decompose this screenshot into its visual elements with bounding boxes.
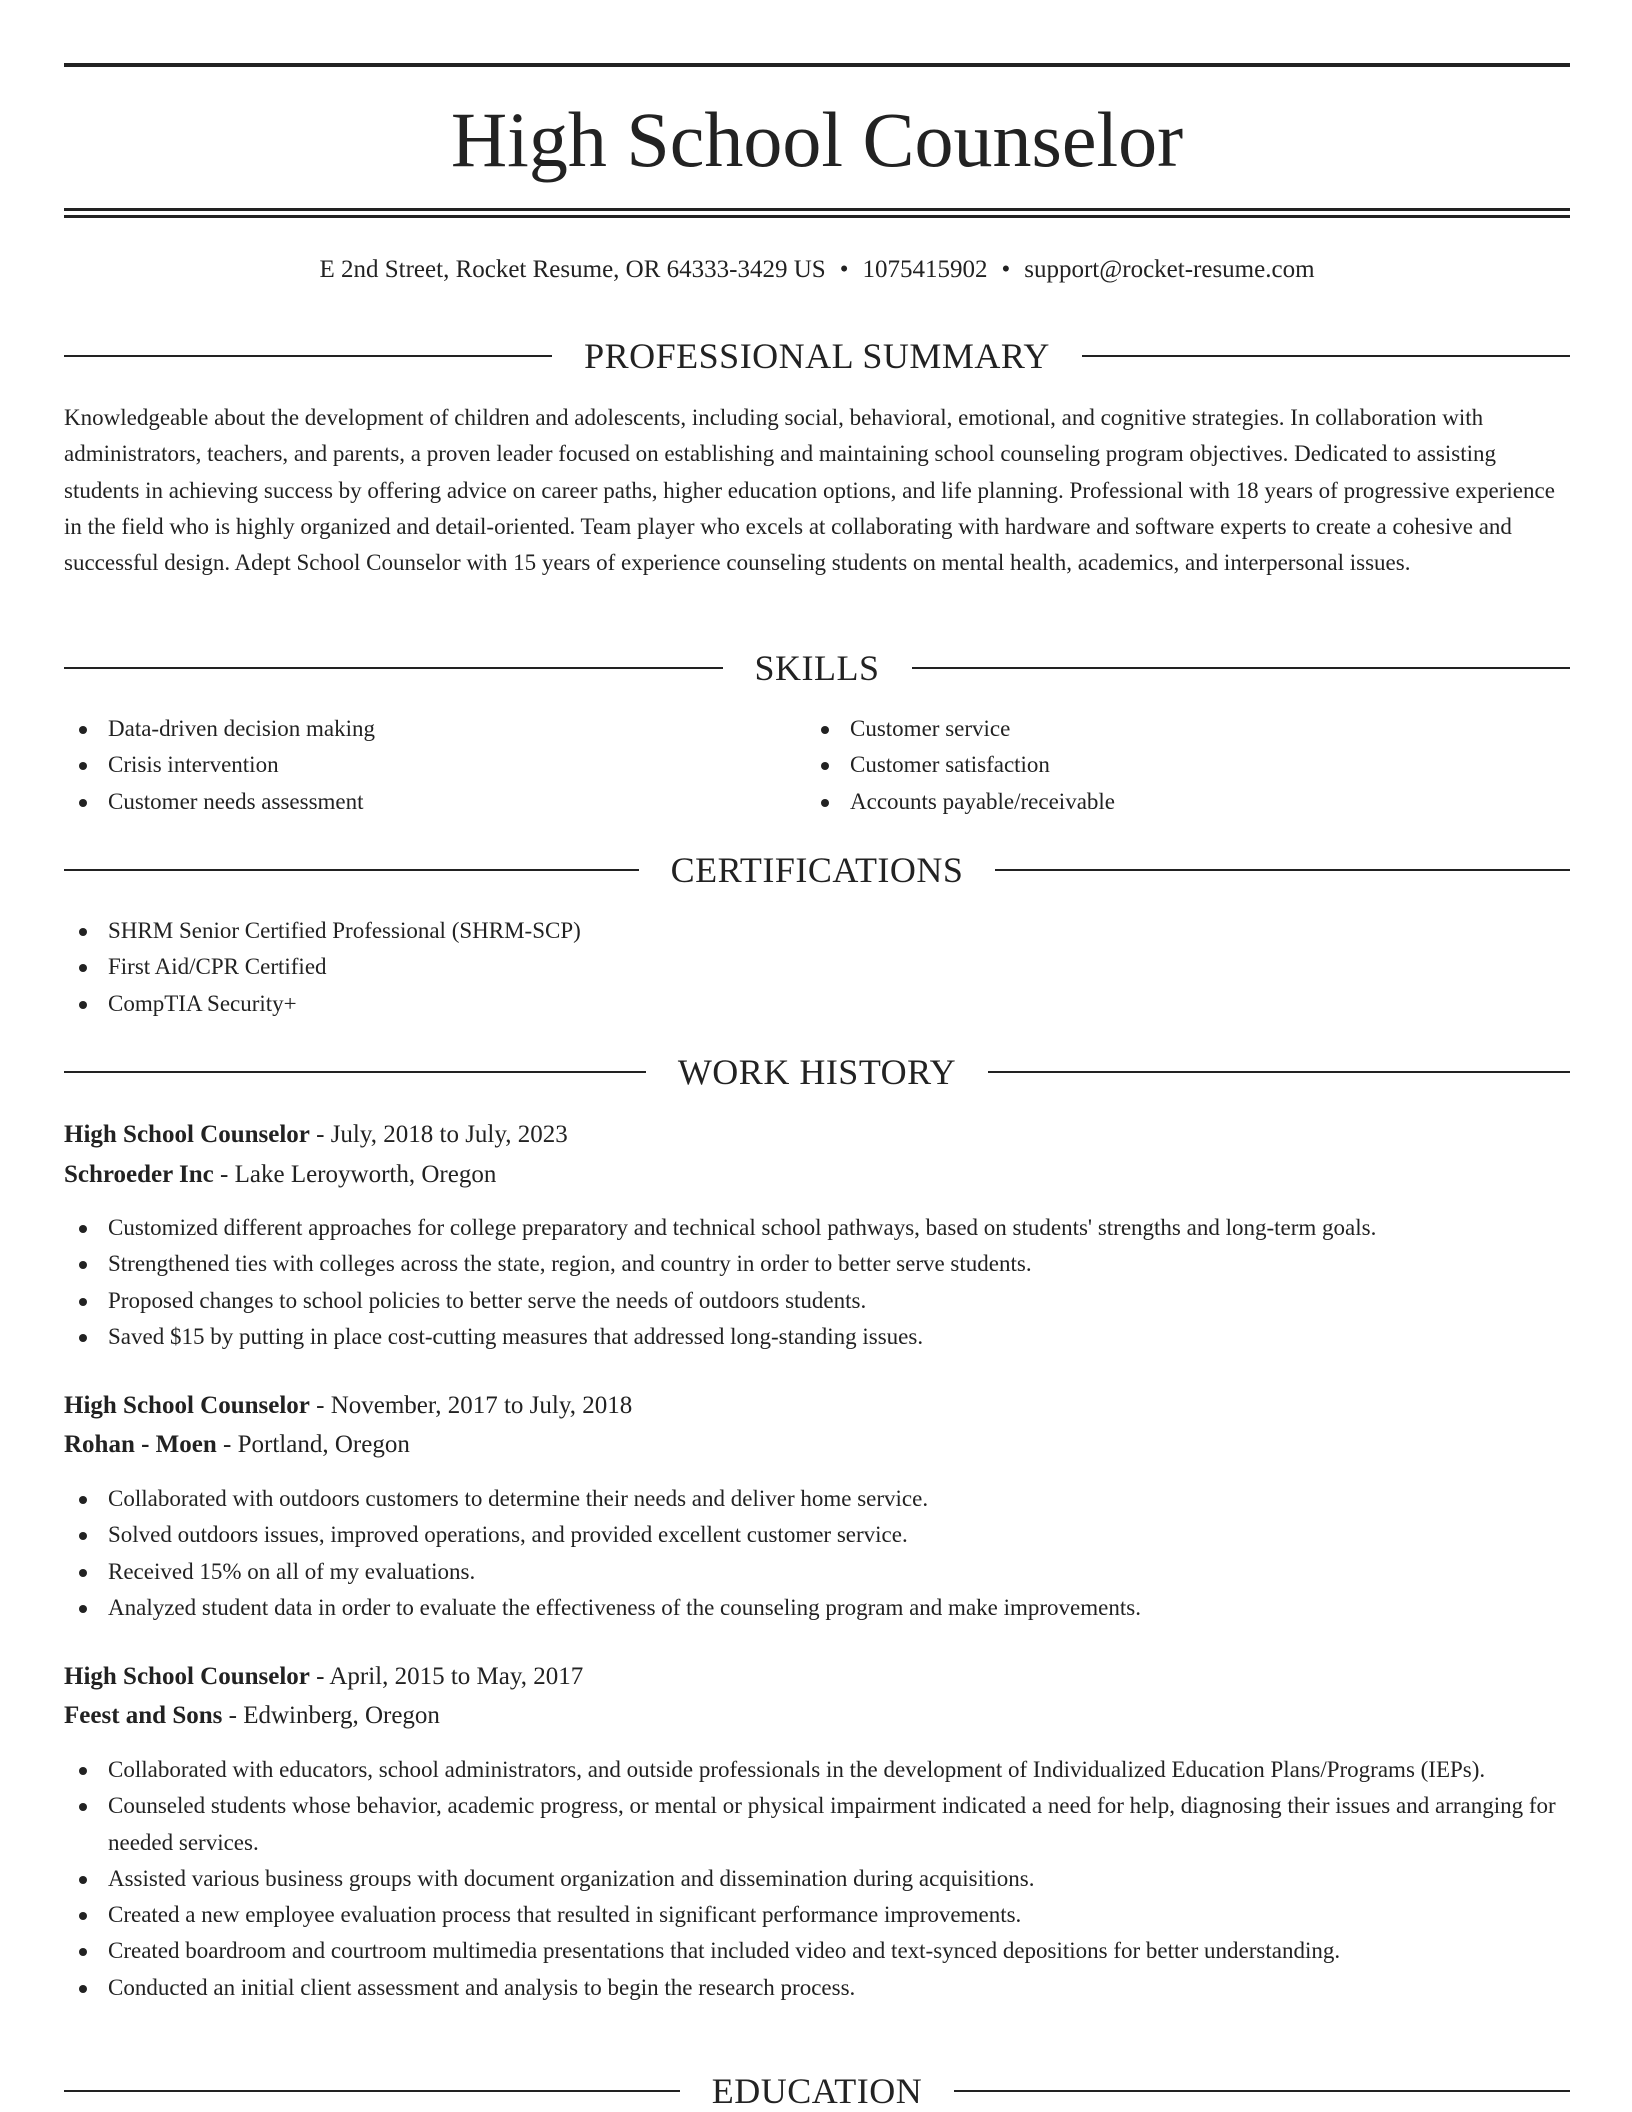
list-item: Proposed changes to school policies to better serve the needs of outdoors students. bbox=[64, 1283, 1570, 1319]
section-heading-certifications bbox=[64, 850, 1570, 890]
bullet-icon bbox=[821, 762, 829, 770]
job-title-line bbox=[64, 1659, 1570, 1695]
bullet-icon bbox=[79, 726, 87, 734]
job-location: - Portland, Oregon bbox=[216, 1431, 410, 1458]
bullet-icon bbox=[79, 964, 87, 972]
list-item: Saved $15 by putting in place cost-cutting measures that addressed long-standing issues. bbox=[64, 1319, 1570, 1355]
heading-rule bbox=[954, 2090, 1570, 2092]
job-dates: - July, 2018 to July, 2023 bbox=[309, 1121, 568, 1148]
heading-rule bbox=[64, 355, 552, 357]
list-item: Customer needs assessment bbox=[64, 784, 764, 820]
contact-phone: 1075415902 bbox=[862, 256, 988, 283]
heading-rule bbox=[64, 2090, 680, 2092]
section-title: SKILLS bbox=[754, 648, 880, 688]
bullet-icon bbox=[79, 1876, 87, 1884]
list-item: Created boardroom and courtroom multimedia presentations that included video and text-synced depositions for better understanding. bbox=[64, 1933, 1570, 1969]
bullet-icon bbox=[79, 1605, 87, 1613]
section-title: PROFESSIONAL SUMMARY bbox=[584, 336, 1050, 376]
section-title: WORK HISTORY bbox=[677, 1052, 957, 1092]
bullet-icon bbox=[79, 762, 87, 770]
list-item: Strengthened ties with colleges across the state, region, and country in order to better serve students. bbox=[64, 1246, 1570, 1282]
resume-name: High School Counselor bbox=[450, 96, 1184, 183]
job-company-line bbox=[64, 1157, 1570, 1193]
bullet-icon bbox=[79, 799, 87, 807]
heading-rule bbox=[912, 667, 1571, 669]
job-title: High School Counselor bbox=[64, 1121, 310, 1148]
bullet-icon bbox=[79, 1261, 87, 1269]
bullet-icon bbox=[79, 1001, 87, 1009]
bullet-icon bbox=[79, 1912, 87, 1920]
heading-rule bbox=[988, 1071, 1570, 1073]
bullet-icon bbox=[79, 1569, 87, 1577]
heading-rule bbox=[64, 869, 639, 871]
job-dates: - November, 2017 to July, 2018 bbox=[309, 1392, 633, 1419]
job-company-line bbox=[64, 1427, 1570, 1463]
contact-line bbox=[64, 254, 1570, 286]
list-item: SHRM Senior Certified Professional (SHRM-SCP) bbox=[64, 913, 1064, 949]
bullet-icon bbox=[79, 928, 87, 936]
list-item: Crisis intervention bbox=[64, 747, 764, 783]
heading-rule bbox=[1082, 355, 1570, 357]
job-bullets bbox=[64, 1210, 1570, 1355]
section-heading-education bbox=[64, 2071, 1570, 2111]
job-title: High School Counselor bbox=[64, 1663, 310, 1690]
list-item: Solved outdoors issues, improved operations, and provided excellent customer service. bbox=[64, 1517, 1570, 1553]
list-item: Accounts payable/receivable bbox=[806, 784, 1506, 820]
list-item: Data-driven decision making bbox=[64, 711, 764, 747]
certifications-list bbox=[64, 913, 1064, 1022]
list-item: Received 15% on all of my evaluations. bbox=[64, 1554, 1570, 1590]
contact-email: support@rocket-resume.com bbox=[1024, 256, 1315, 283]
job-company: Rohan - Moen bbox=[64, 1431, 217, 1458]
bullet-icon bbox=[79, 1803, 87, 1811]
list-item: Customer satisfaction bbox=[806, 747, 1506, 783]
job-company: Feest and Sons bbox=[64, 1702, 223, 1729]
bullet-icon bbox=[79, 1985, 87, 1993]
bullet-icon bbox=[821, 799, 829, 807]
bullet-icon bbox=[79, 1948, 87, 1956]
job-title-line bbox=[64, 1117, 1570, 1153]
bullet-icon bbox=[79, 1334, 87, 1342]
job-dates: - April, 2015 to May, 2017 bbox=[309, 1663, 584, 1690]
list-item: CompTIA Security+ bbox=[64, 986, 1064, 1022]
bullet-icon bbox=[79, 1496, 87, 1504]
section-title: CERTIFICATIONS bbox=[670, 850, 964, 890]
list-item: Created a new employee evaluation process that resulted in significant performance improvements. bbox=[64, 1897, 1570, 1933]
list-item: Collaborated with outdoors customers to determine their needs and deliver home service. bbox=[64, 1481, 1570, 1517]
job-location: - Lake Leroyworth, Oregon bbox=[213, 1161, 497, 1188]
list-item: Assisted various business groups with document organization and dissemination during acquisitions. bbox=[64, 1861, 1570, 1897]
job-bullets bbox=[64, 1481, 1570, 1626]
contact-address: E 2nd Street, Rocket Resume, OR 64333-3429 US bbox=[319, 256, 826, 283]
section-heading-work-history bbox=[64, 1052, 1570, 1092]
section-heading-summary bbox=[64, 336, 1570, 376]
heading-rule bbox=[64, 667, 723, 669]
job-location: - Edwinberg, Oregon bbox=[222, 1702, 440, 1729]
heading-rule bbox=[995, 869, 1570, 871]
bullet-icon bbox=[79, 1298, 87, 1306]
job-bullets bbox=[64, 1752, 1570, 2006]
job-title-line bbox=[64, 1388, 1570, 1424]
bullet-icon bbox=[79, 1532, 87, 1540]
list-item: Conducted an initial client assessment and analysis to begin the research process. bbox=[64, 1970, 1570, 2006]
list-item: First Aid/CPR Certified bbox=[64, 949, 1064, 985]
skills-list-left bbox=[64, 711, 764, 820]
list-item: Customer service bbox=[806, 711, 1506, 747]
summary-text: Knowledgeable about the development of children and adolescents, including social, behavioral, emotional, and cognitive strategies. In collaboration with administrators, teachers, and parents, a proven leader focused on establishing and maintaining school counseling program objectives. Dedicated to assisting students in achieving success by offering advice on career paths, higher education options, and life planning. Professional with 18 years of progressive experience in the field who is highly organized and detail-oriented. Team player who excels at collaborating with hardware and software experts to create a cohesive and successful design. Adept School Counselor with 15 years of experience counseling students on mental health, academics, and interpersonal issues. bbox=[64, 405, 1555, 576]
header-double-rule bbox=[64, 208, 1570, 218]
job-company-line bbox=[64, 1698, 1570, 1734]
job-title: High School Counselor bbox=[64, 1392, 310, 1419]
skills-list-right bbox=[806, 711, 1506, 820]
bullet-icon bbox=[821, 726, 829, 734]
list-item: Counseled students whose behavior, academic progress, or mental or physical impairment indicated a need for help, diagnosing their issues and arranging for needed services. bbox=[64, 1788, 1570, 1861]
section-title: EDUCATION bbox=[711, 2071, 923, 2111]
bullet-icon bbox=[79, 1767, 87, 1775]
contact-separator: • bbox=[839, 256, 849, 283]
job-company: Schroeder Inc bbox=[64, 1161, 214, 1188]
header-top-rule bbox=[64, 63, 1570, 67]
contact-separator: • bbox=[1001, 256, 1011, 283]
list-item: Collaborated with educators, school administrators, and outside professionals in the development of Individualized Education Plans/Programs (IEPs). bbox=[64, 1752, 1570, 1788]
bullet-icon bbox=[79, 1225, 87, 1233]
section-heading-skills bbox=[64, 648, 1570, 688]
list-item: Customized different approaches for college preparatory and technical school pathways, based on students' strengths and long-term goals. bbox=[64, 1210, 1570, 1246]
heading-rule bbox=[64, 1071, 646, 1073]
list-item: Analyzed student data in order to evaluate the effectiveness of the counseling program and make improvements. bbox=[64, 1590, 1570, 1626]
